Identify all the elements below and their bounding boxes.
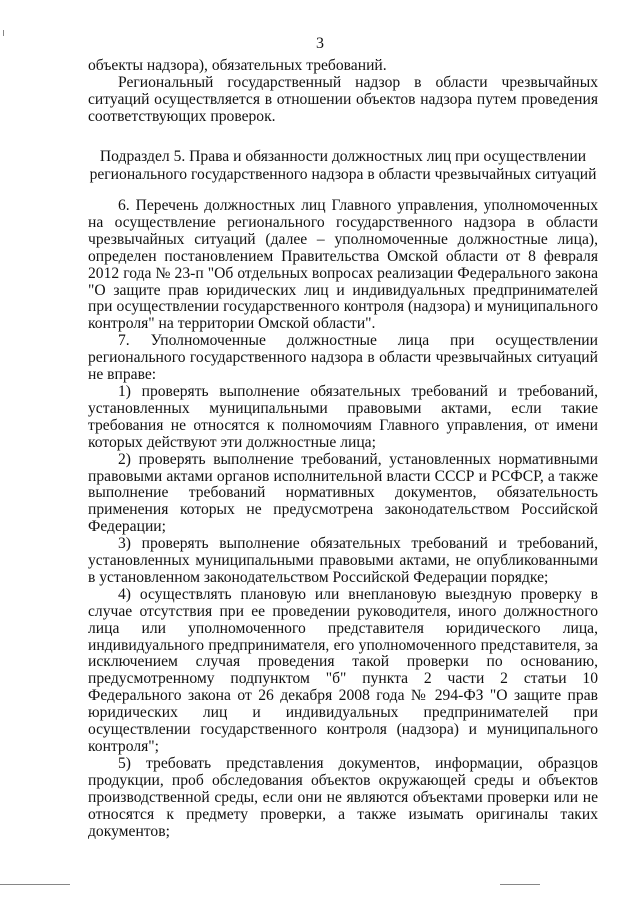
scan-artifact	[500, 884, 540, 885]
paragraph: Региональный государственный надзор в области чрезвычайных ситуаций осуществляется в отношении объектов надзора путем проведения соответствующих проверок.	[88, 73, 598, 125]
paragraph-6: 6. Перечень должностных лиц Главного управления, уполномоченных на осуществление регионального государственного надзора в области чрезвычайных ситуаций (далее – уполномоченные должностные лица), определен постановлением Правительства Омской области от 8 февраля 2012 года № 23-п "Об отдельных вопросах реализации Федерального закона "О защите прав юридических лиц и индивидуальных предпринимателей при осуществлении государственного контроля (надзора) и муниципального контроля" на территории Омской области".	[88, 197, 598, 333]
heading-line: Подраздел 5. Права и обязанности должностных лиц при осуществлении	[99, 148, 587, 165]
main-block	[88, 198, 598, 840]
list-item-3: 3) проверять выполнение обязательных требований и требований, установленных муниципальными правовыми актами, не опубликованными в установленном законодательством Российской Федерации порядке;	[88, 535, 598, 586]
page-number: 3	[316, 35, 324, 52]
subsection-heading	[88, 148, 598, 184]
paragraph: объекты надзора), обязательных требований.	[88, 57, 387, 74]
paragraph-7: 7. Уполномоченные должностные лица при осуществлении регионального государственного надзора в области чрезвычайных ситуаций не вправе:	[88, 332, 598, 384]
intro-block	[88, 58, 598, 126]
list-item-5: 5) требовать представления документов, информации, образцов продукции, проб обследования объектов окружающей среды и объектов производственной среды, если они не являются объектами проверки или не относятся к предмету проверки, а также изымать оригиналы таких документов;	[88, 754, 598, 840]
list-item-4: 4) осуществлять плановую или внеплановую выездную проверку в случае отсутствия при ее проведении руководителя, иного должностного лица или уполномоченного представителя юридического лица, индивидуального предпринимателя, его уполномоченного представителя, за исключением случая проведения такой проверки по основанию, предусмотренному подпунктом "б" пункта 2 части 2 статьи 10 Федерального закона от 26 декабря 2008 года № 294-ФЗ "О защите прав юридических лиц и индивидуальных предпринимателей при осуществлении государственного контроля (надзора) и муниципального контроля";	[88, 585, 598, 755]
scan-artifact	[3, 30, 4, 36]
list-item-2: 2) проверять выполнение требований, установленных нормативными правовыми актами органов исполнительной власти СССР и РСФСР, а также выполнение требований нормативных документов, обязательность применения которых не предусмотрена законодательством Российской Федерации;	[88, 450, 598, 536]
heading-line: регионального государственного надзора в области чрезвычайных ситуаций	[89, 166, 597, 183]
list-item-1: 1) проверять выполнение обязательных требований и требований, установленных муниципальными правовыми актами, если такие требования не относятся к полномочиям Главного управления, от имени которых действуют эти должностные лица;	[88, 382, 598, 451]
scan-artifact	[0, 884, 70, 885]
